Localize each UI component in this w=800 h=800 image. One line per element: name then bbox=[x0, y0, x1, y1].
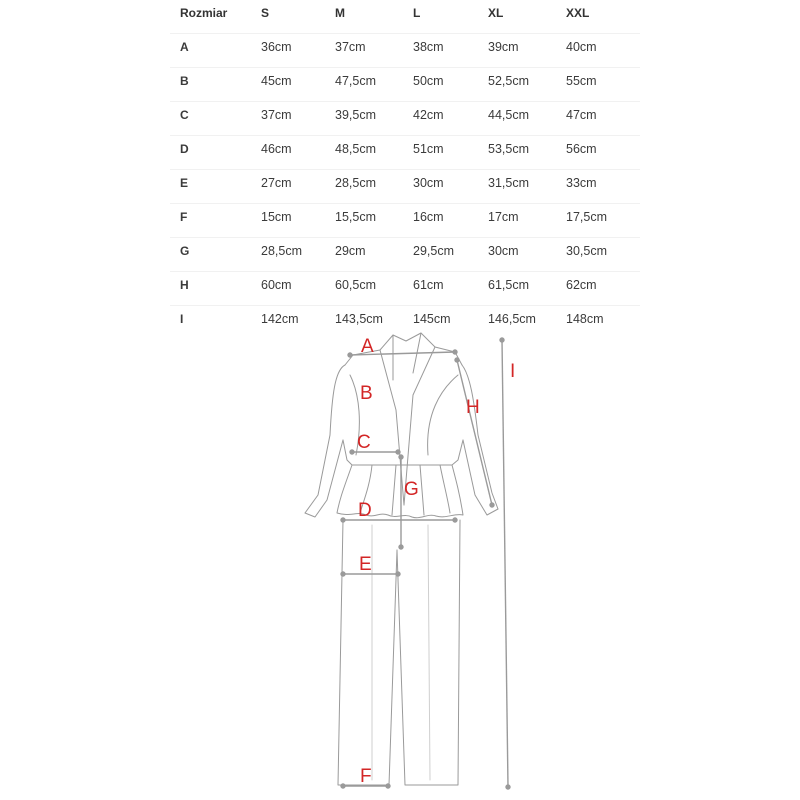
table-cell: 145cm bbox=[413, 312, 451, 326]
label-c: C bbox=[357, 432, 371, 453]
label-f: F bbox=[360, 766, 372, 787]
table-cell: 50cm bbox=[413, 74, 444, 88]
row-label: A bbox=[180, 40, 189, 54]
table-cell: 15cm bbox=[261, 210, 292, 224]
label-i: I bbox=[510, 361, 516, 382]
row-label: E bbox=[180, 176, 189, 190]
table-cell: 31,5cm bbox=[488, 176, 529, 190]
header-cell-size: Rozmiar bbox=[180, 6, 228, 20]
label-h: H bbox=[466, 397, 480, 418]
row-label: I bbox=[180, 312, 184, 326]
table-cell: 61,5cm bbox=[488, 278, 529, 292]
table-cell: 53,5cm bbox=[488, 142, 529, 156]
table-cell: 44,5cm bbox=[488, 108, 529, 122]
row-label: F bbox=[180, 210, 188, 224]
table-cell: 56cm bbox=[566, 142, 597, 156]
table-cell: 39,5cm bbox=[335, 108, 376, 122]
table-cell: 30,5cm bbox=[566, 244, 607, 258]
table-row bbox=[170, 272, 640, 306]
table-cell: 60cm bbox=[261, 278, 292, 292]
table-cell: 29,5cm bbox=[413, 244, 454, 258]
table-cell: 40cm bbox=[566, 40, 597, 54]
label-g: G bbox=[404, 479, 419, 500]
table-cell: 46cm bbox=[261, 142, 292, 156]
table-cell: 36cm bbox=[261, 40, 292, 54]
table-cell: 30cm bbox=[488, 244, 519, 258]
table-row bbox=[170, 238, 640, 272]
header-cell-l: L bbox=[413, 6, 421, 20]
row-label: D bbox=[180, 142, 189, 156]
row-label: G bbox=[180, 244, 190, 258]
table-row bbox=[170, 68, 640, 102]
label-b: B bbox=[360, 383, 373, 404]
header-cell-xxl: XXL bbox=[566, 6, 590, 20]
table-cell: 52,5cm bbox=[488, 74, 529, 88]
table-row bbox=[170, 102, 640, 136]
table-cell: 61cm bbox=[413, 278, 444, 292]
table-cell: 37cm bbox=[335, 40, 366, 54]
table-cell: 33cm bbox=[566, 176, 597, 190]
header-cell-m: M bbox=[335, 6, 345, 20]
table-cell: 51cm bbox=[413, 142, 444, 156]
table-cell: 37cm bbox=[261, 108, 292, 122]
size-table bbox=[170, 0, 640, 339]
header-cell-xl: XL bbox=[488, 6, 504, 20]
table-cell: 30cm bbox=[413, 176, 444, 190]
table-cell: 45cm bbox=[261, 74, 292, 88]
table-cell: 47cm bbox=[566, 108, 597, 122]
table-row bbox=[170, 170, 640, 204]
table-cell: 27cm bbox=[261, 176, 292, 190]
table-cell: 42cm bbox=[413, 108, 444, 122]
table-cell: 16cm bbox=[413, 210, 444, 224]
table-row bbox=[170, 34, 640, 68]
table-row bbox=[170, 204, 640, 238]
table-cell: 55cm bbox=[566, 74, 597, 88]
row-label: B bbox=[180, 74, 189, 88]
table-cell: 17,5cm bbox=[566, 210, 607, 224]
label-e: E bbox=[359, 554, 372, 575]
table-cell: 28,5cm bbox=[261, 244, 302, 258]
table-cell: 62cm bbox=[566, 278, 597, 292]
table-cell: 143,5cm bbox=[335, 312, 383, 326]
table-cell: 142cm bbox=[261, 312, 299, 326]
table-cell: 38cm bbox=[413, 40, 444, 54]
table-cell: 146,5cm bbox=[488, 312, 536, 326]
table-cell: 29cm bbox=[335, 244, 366, 258]
garment-measurement-diagram bbox=[0, 325, 800, 800]
table-row bbox=[170, 136, 640, 170]
table-cell: 148cm bbox=[566, 312, 604, 326]
header-cell-s: S bbox=[261, 6, 270, 20]
table-cell: 60,5cm bbox=[335, 278, 376, 292]
table-cell: 28,5cm bbox=[335, 176, 376, 190]
label-a: A bbox=[361, 336, 374, 357]
table-header-row bbox=[170, 0, 640, 34]
row-label: C bbox=[180, 108, 189, 122]
label-d: D bbox=[358, 500, 372, 521]
table-cell: 47,5cm bbox=[335, 74, 376, 88]
table-cell: 48,5cm bbox=[335, 142, 376, 156]
table-cell: 39cm bbox=[488, 40, 519, 54]
table-cell: 15,5cm bbox=[335, 210, 376, 224]
row-label: H bbox=[180, 278, 189, 292]
table-cell: 17cm bbox=[488, 210, 519, 224]
